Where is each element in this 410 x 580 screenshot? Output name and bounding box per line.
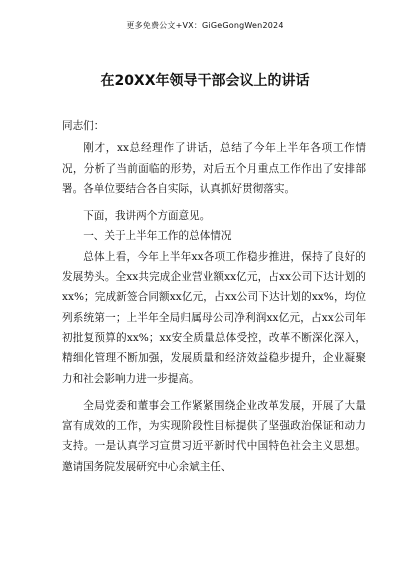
paragraph-4: 全局党委和董事会工作紧紧围绕企业改革发展，开展了大量富有成效的工作，为实现阶段性目标提供了坚强政治保证和动力支持。一是认真学习宣贯习近平新时代中国特色社会主义思想。邀请国务院发展研究中心余斌主任、 xyxy=(62,399,366,473)
salutation: 同志们： xyxy=(62,120,105,132)
promo-header: 更多免费公文+VX：GiGeGongWen2024 xyxy=(126,21,284,30)
document-title: 在20XX年领导干部会议上的讲话 xyxy=(100,73,310,89)
paragraph-1: 刚才，xx总经理作了讲话，总结了今年上半年各项工作情况，分析了当前面临的形势，对后五个月重点工作作出了安排部署。各单位要结合各自实际，认真抓好贯彻落实。 xyxy=(62,142,366,195)
section-heading-1: 一、关于上半年工作的总体情况 xyxy=(83,230,232,243)
document-body xyxy=(62,116,366,477)
paragraph-3: 总体上看，今年上半年xx各项工作稳步推进，保持了良好的发展势头。全xx共完成企业营业额xx亿元，占xx公司下达计划的xx%；完成新签合同额xx亿元，占xx公司下达计划的xx%，均位列系统第一；上半年全局归属母公司净利润xx亿元，占xx公司年初批复预算的xx%；xx安全质量总体受控，改革不断深化深入，精细化管理不断加强，发展质量和经济效益稳步提升，企业凝聚力和社会影响力进一步提高。 xyxy=(62,250,366,385)
paragraph-2: 下面，我讲两个方面意见。 xyxy=(83,210,211,223)
